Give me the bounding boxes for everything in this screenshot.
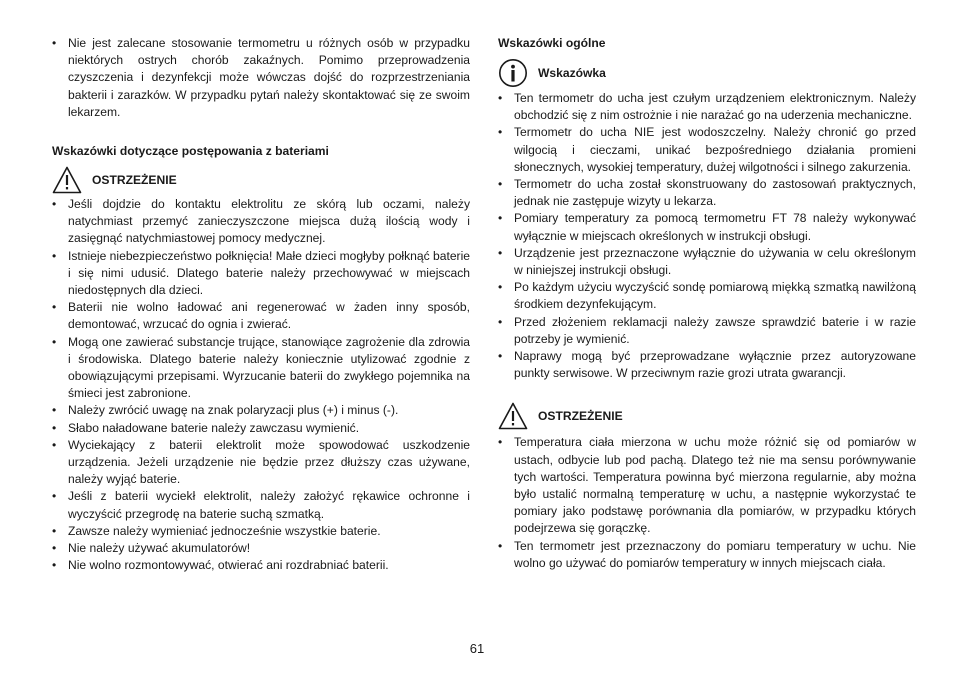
- list-item: • Przed złożeniem reklamacji należy zawsze sprawdzić baterie i w razie potrzeby je wymienić.: [498, 314, 916, 348]
- right-column: [498, 35, 916, 572]
- list-item: • Termometr do ucha został skonstruowany do zastosowań praktycznych, jednak nie zastępuje wizyty u lekarza.: [498, 176, 916, 210]
- note-header: [498, 58, 916, 88]
- thermometer-warning-list: [498, 434, 916, 572]
- list-item: • Jeśli dojdzie do kontaktu elektrolitu ze skórą lub oczami, należy natychmiast przemyć zanieczyszczone miejsca dużą ilością wody i zasięgnąć natychmiastowej pomocy medycznej.: [52, 196, 470, 248]
- list-item: • Wyciekający z baterii elektrolit może spowodować uszkodzenie urządzenia. Jeżeli urządzenie nie będzie przez dłuższy czas używane, należy wyjąć baterie.: [52, 437, 470, 489]
- list-item: • Ten termometr jest przeznaczony do pomiaru temperatury w uchu. Nie wolno go używać do pomiarów temperatury w innych miejscach ciała.: [498, 538, 916, 572]
- general-section-heading: Wskazówki ogólne: [498, 36, 606, 50]
- list-item: • Naprawy mogą być przeprowadzane wyłącznie przez autoryzowane punkty serwisowe. W przeciwnym razie grozi utrata gwarancji.: [498, 348, 916, 382]
- info-icon: [498, 58, 528, 88]
- list-item: • Istnieje niebezpieczeństwo połknięcia! Małe dzieci mogłyby połknąć baterie i się nimi udusić. Dlatego baterie należy przechowywać w miejscach niedostępnych dla dzieci.: [52, 248, 470, 300]
- battery-warning-list: [52, 196, 470, 574]
- thermometer-warning-header: [498, 402, 916, 430]
- battery-warning-header: [52, 166, 470, 194]
- list-item: • Urządzenie jest przeznaczone wyłącznie do używania w celu określonym w niniejszej instrukcji obsługi.: [498, 245, 916, 279]
- thermometer-warning-label: OSTRZEŻENIE: [538, 408, 623, 423]
- list-item: • Mogą one zawierać substancje trujące, stanowiące zagrożenie dla zdrowia i środowiska. Dlatego baterie należy koniecznie utylizować zgodnie z obowiązującymi przepisami. Wyrzucanie baterii do zwykłego pojemnika na śmieci jest zabronione.: [52, 334, 470, 403]
- left-column: [52, 35, 470, 574]
- note-label: Wskazówka: [538, 65, 606, 80]
- list-item: • Nie jest zalecane stosowanie termometru u różnych osób w przypadku niektórych ostrych chorób zakaźnych. Pomimo przeprowadzenia czyszczenia i dezynfekcji może wówczas dojść do rozprzestrzeniania bakterii i zarazków. W przypadku pytań należy skontaktować się ze swoim lekarzem.: [52, 35, 470, 121]
- intro-list: [52, 35, 470, 121]
- list-item: • Pomiary temperatury za pomocą termometru FT 78 należy wykonywać wyłącznie w miejscach określonych w instrukcji obsługi.: [498, 210, 916, 244]
- battery-warning-label: OSTRZEŻENIE: [92, 172, 177, 187]
- page-number: 61: [469, 641, 485, 656]
- list-item: • Baterii nie wolno ładować ani regenerować w żaden inny sposób, demontować, wrzucać do ognia i zwierać.: [52, 299, 470, 333]
- list-item: • Nie należy używać akumulatorów!: [52, 540, 470, 557]
- list-item: • Słabo naładowane baterie należy zawczasu wymienić.: [52, 420, 470, 437]
- list-item: • Temperatura ciała mierzona w uchu może różnić się od pomiarów w ustach, odbycie lub pod pachą. Dlatego też nie ma sensu porównywanie tych wartości. Temperatura powinna być mierzona regularnie, aby można było ustalić normalną temperaturę w uchu, a następnie wykorzystać te pomiary jako podstawę porównania dla pomiarów, w przypadku których podejrzewa się gorączkę.: [498, 434, 916, 537]
- list-item: • Zawsze należy wymieniać jednocześnie wszystkie baterie.: [52, 523, 470, 540]
- warning-triangle-icon: [498, 402, 528, 430]
- battery-section-heading: Wskazówki dotyczące postępowania z bateriami: [52, 144, 329, 159]
- list-item: • Ten termometr do ucha jest czułym urządzeniem elektronicznym. Należy obchodzić się z nim ostrożnie i nie narażać go na uderzenia mechaniczne.: [498, 90, 916, 124]
- list-item: • Nie wolno rozmontowywać, otwierać ani rozdrabniać baterii.: [52, 557, 470, 574]
- list-item: • Po każdym użyciu wyczyścić sondę pomiarową miękką szmatką nawilżoną środkiem dezynfekującym.: [498, 279, 916, 313]
- list-item: • Termometr do ucha NIE jest wodoszczelny. Należy chronić go przed wilgocią i cieczami, unikać bezpośredniego działania promieni słonecznych, wysokiej temperatury, dużej wilgotności i silnego zakurzenia.: [498, 124, 916, 176]
- warning-triangle-icon: [52, 166, 82, 194]
- note-list: [498, 90, 916, 382]
- list-item: • Jeśli z baterii wyciekł elektrolit, należy założyć rękawice ochronne i wyczyścić przegrodę na baterie suchą szmatką.: [52, 488, 470, 522]
- list-item: • Należy zwrócić uwagę na znak polaryzacji plus (+) i minus (-).: [52, 402, 470, 419]
